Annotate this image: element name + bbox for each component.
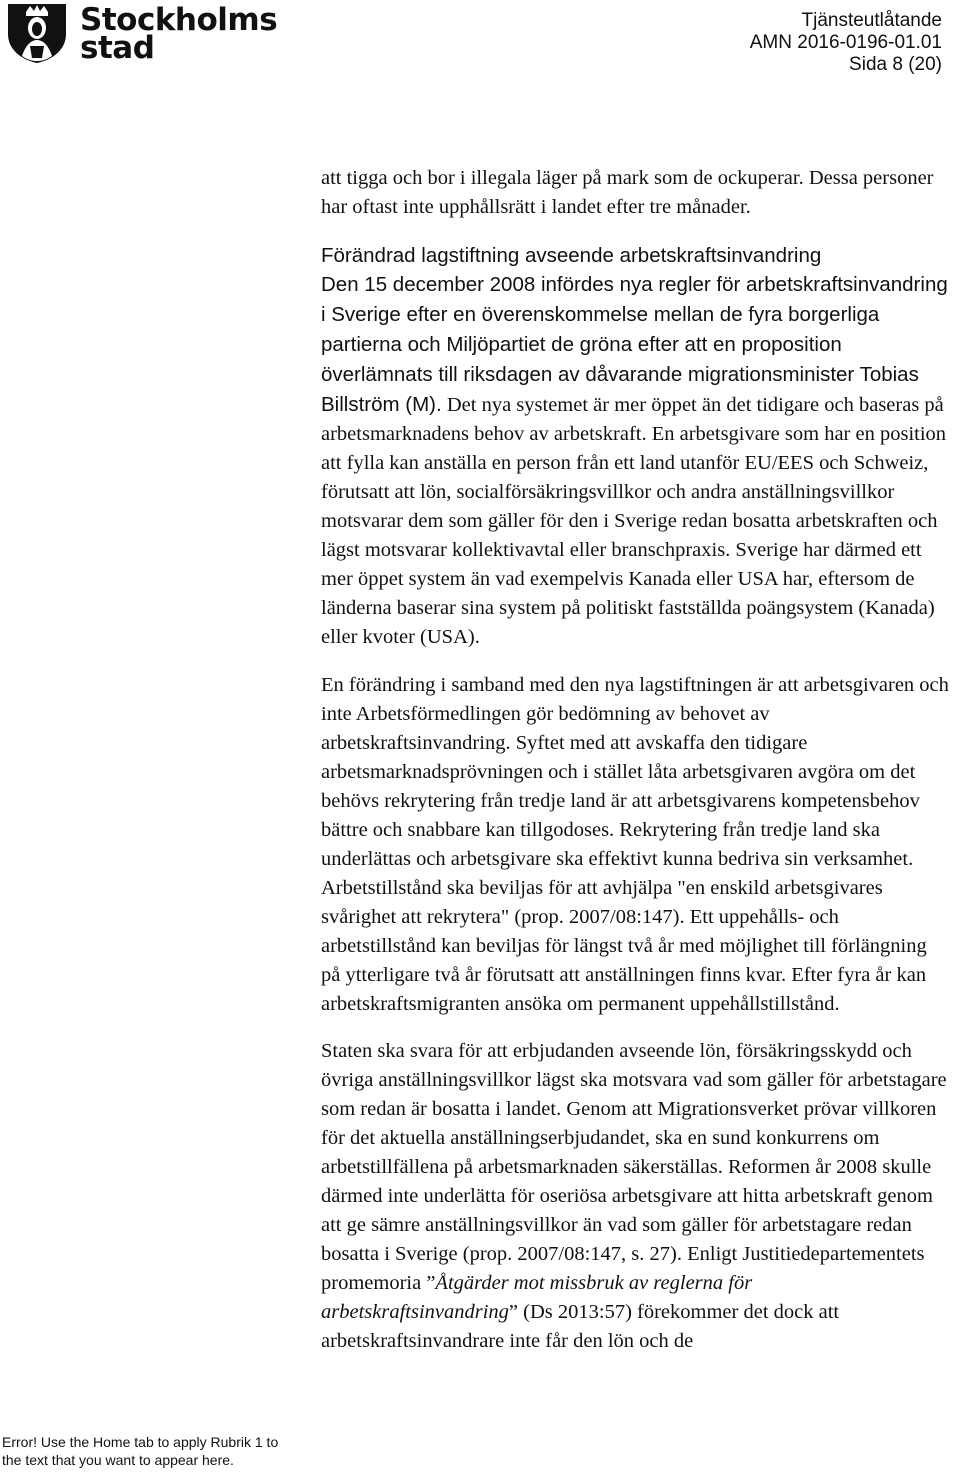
document-number: AMN 2016-0196-01.01 [749,32,942,53]
city-crest-icon [4,0,70,64]
logo-wordmark: Stockholms stad [80,2,278,66]
paragraph-2-rest: Det nya systemet är mer öppet än det tidigare och baseras på arbetsmarknadens behov av arbetskraft. En arbetsgivare som har en position att fylla kan anställa en person från ett land utanför EU/EES och Schweiz, förutsatt att lön, socialförsäkringsvillkor och andra anställningsvillkor motsvarar dem som gäller för den i Sverige redan bosatta arbetskraften och lägst motsvarar kollektivavtal eller branschpraxis. Sverige har därmed ett mer öppet system än vad exempelvis Kanada eller USA har, eftersom de länderna baserar sina system på politiskt fastställda poängsystem (Kanada) eller kvoter (USA). [321,394,947,648]
paragraph-4-part-b: ” (Ds 2013:57) förekommer det dock att arbetskraftsinvandrare inte får den lön och de [321,1301,840,1352]
paragraph-2 [321,270,951,652]
report-title: Åtgärder mot missbruk av reglerna för arbetskraftsinvandring [321,1272,753,1323]
document-body [321,164,951,1356]
paragraph-4 [321,1037,951,1356]
paragraph-2-sans-part: Den 15 december 2008 infördes nya regler för arbetskraftsinvandring i Sverige efter en överenskommelse mellan de fyra borgerliga partierna och Miljöpartiet de gröna efter att en proposition överlämnats till riksdagen av dåvarande migrationsminister Tobias Billström (M). [321,273,948,416]
page-number: Sida 8 (20) [849,54,942,75]
footer-error-text: Error! Use the Home tab to apply Rubrik 1 to the text that you want to appear here. [2,1434,279,1468]
paragraph-4-part-a: Staten ska svara för att erbjudanden avseende lön, försäkringsskydd och övriga anställningsvillkor lägst ska motsvara vad som gäller för arbetstagare som redan är bosatta i landet. Genom att Migrationsverket prövar villkoren för det aktuella anställningserbjudandet, ska en sund konkurrens om arbetstillfällena på arbetsmarknaden säkerställas. Reformen år 2008 skulle därmed inte underlätta för oseriösa arbetsgivare att hitta arbetskraft genom att ge sämre anställningsvillkor än vad som gäller för arbetstagare redan bosatta i Sverige (prop. 2007/08:147, s. 27). Enligt Justitiedepartementets promemoria ” [321,1040,947,1294]
document-type: Tjänsteutlåtande [801,10,942,31]
stockholms-stad-logo [4,0,278,66]
paragraph-1: att tigga och bor i illegala läger på mark som de ockuperar. Dessa personer har oftast inte upphållsrätt i landet efter tre månader. [321,167,934,218]
document-header [750,10,942,76]
section-heading: Förändrad lagstiftning avseende arbetskraftsinvandring [321,244,822,267]
paragraph-3: En förändring i samband med den nya lagstiftningen är att arbetsgivaren och inte Arbetsförmedlingen gör bedömning av behovet av arbetskraftsinvandring. Syftet med att avskaffa den tidigare arbetsmarknadsprövningen och i stället låta arbetsgivaren avgöra om det behövs rekrytering från tredje land är att arbetsgivarens kompetensbehov bättre och snabbare kan tillgodoses. Rekrytering från tredje land ska underlättas och arbetsgivare ska effektivt kunna bedriva sin verksamhet. Arbetstillstånd ska beviljas för att avhjälpa "en enskild arbetsgivares svårighet att rekrytera" (prop. 2007/08:147). Ett uppehålls- och arbetstillstånd kan beviljas för längst två år med möjlighet till förlängning på ytterligare två år förutsatt att anställningen finns kvar. Efter fyra år kan arbetskraftsmigranten ansöka om permanent uppehållstillstånd. [321,674,949,1015]
